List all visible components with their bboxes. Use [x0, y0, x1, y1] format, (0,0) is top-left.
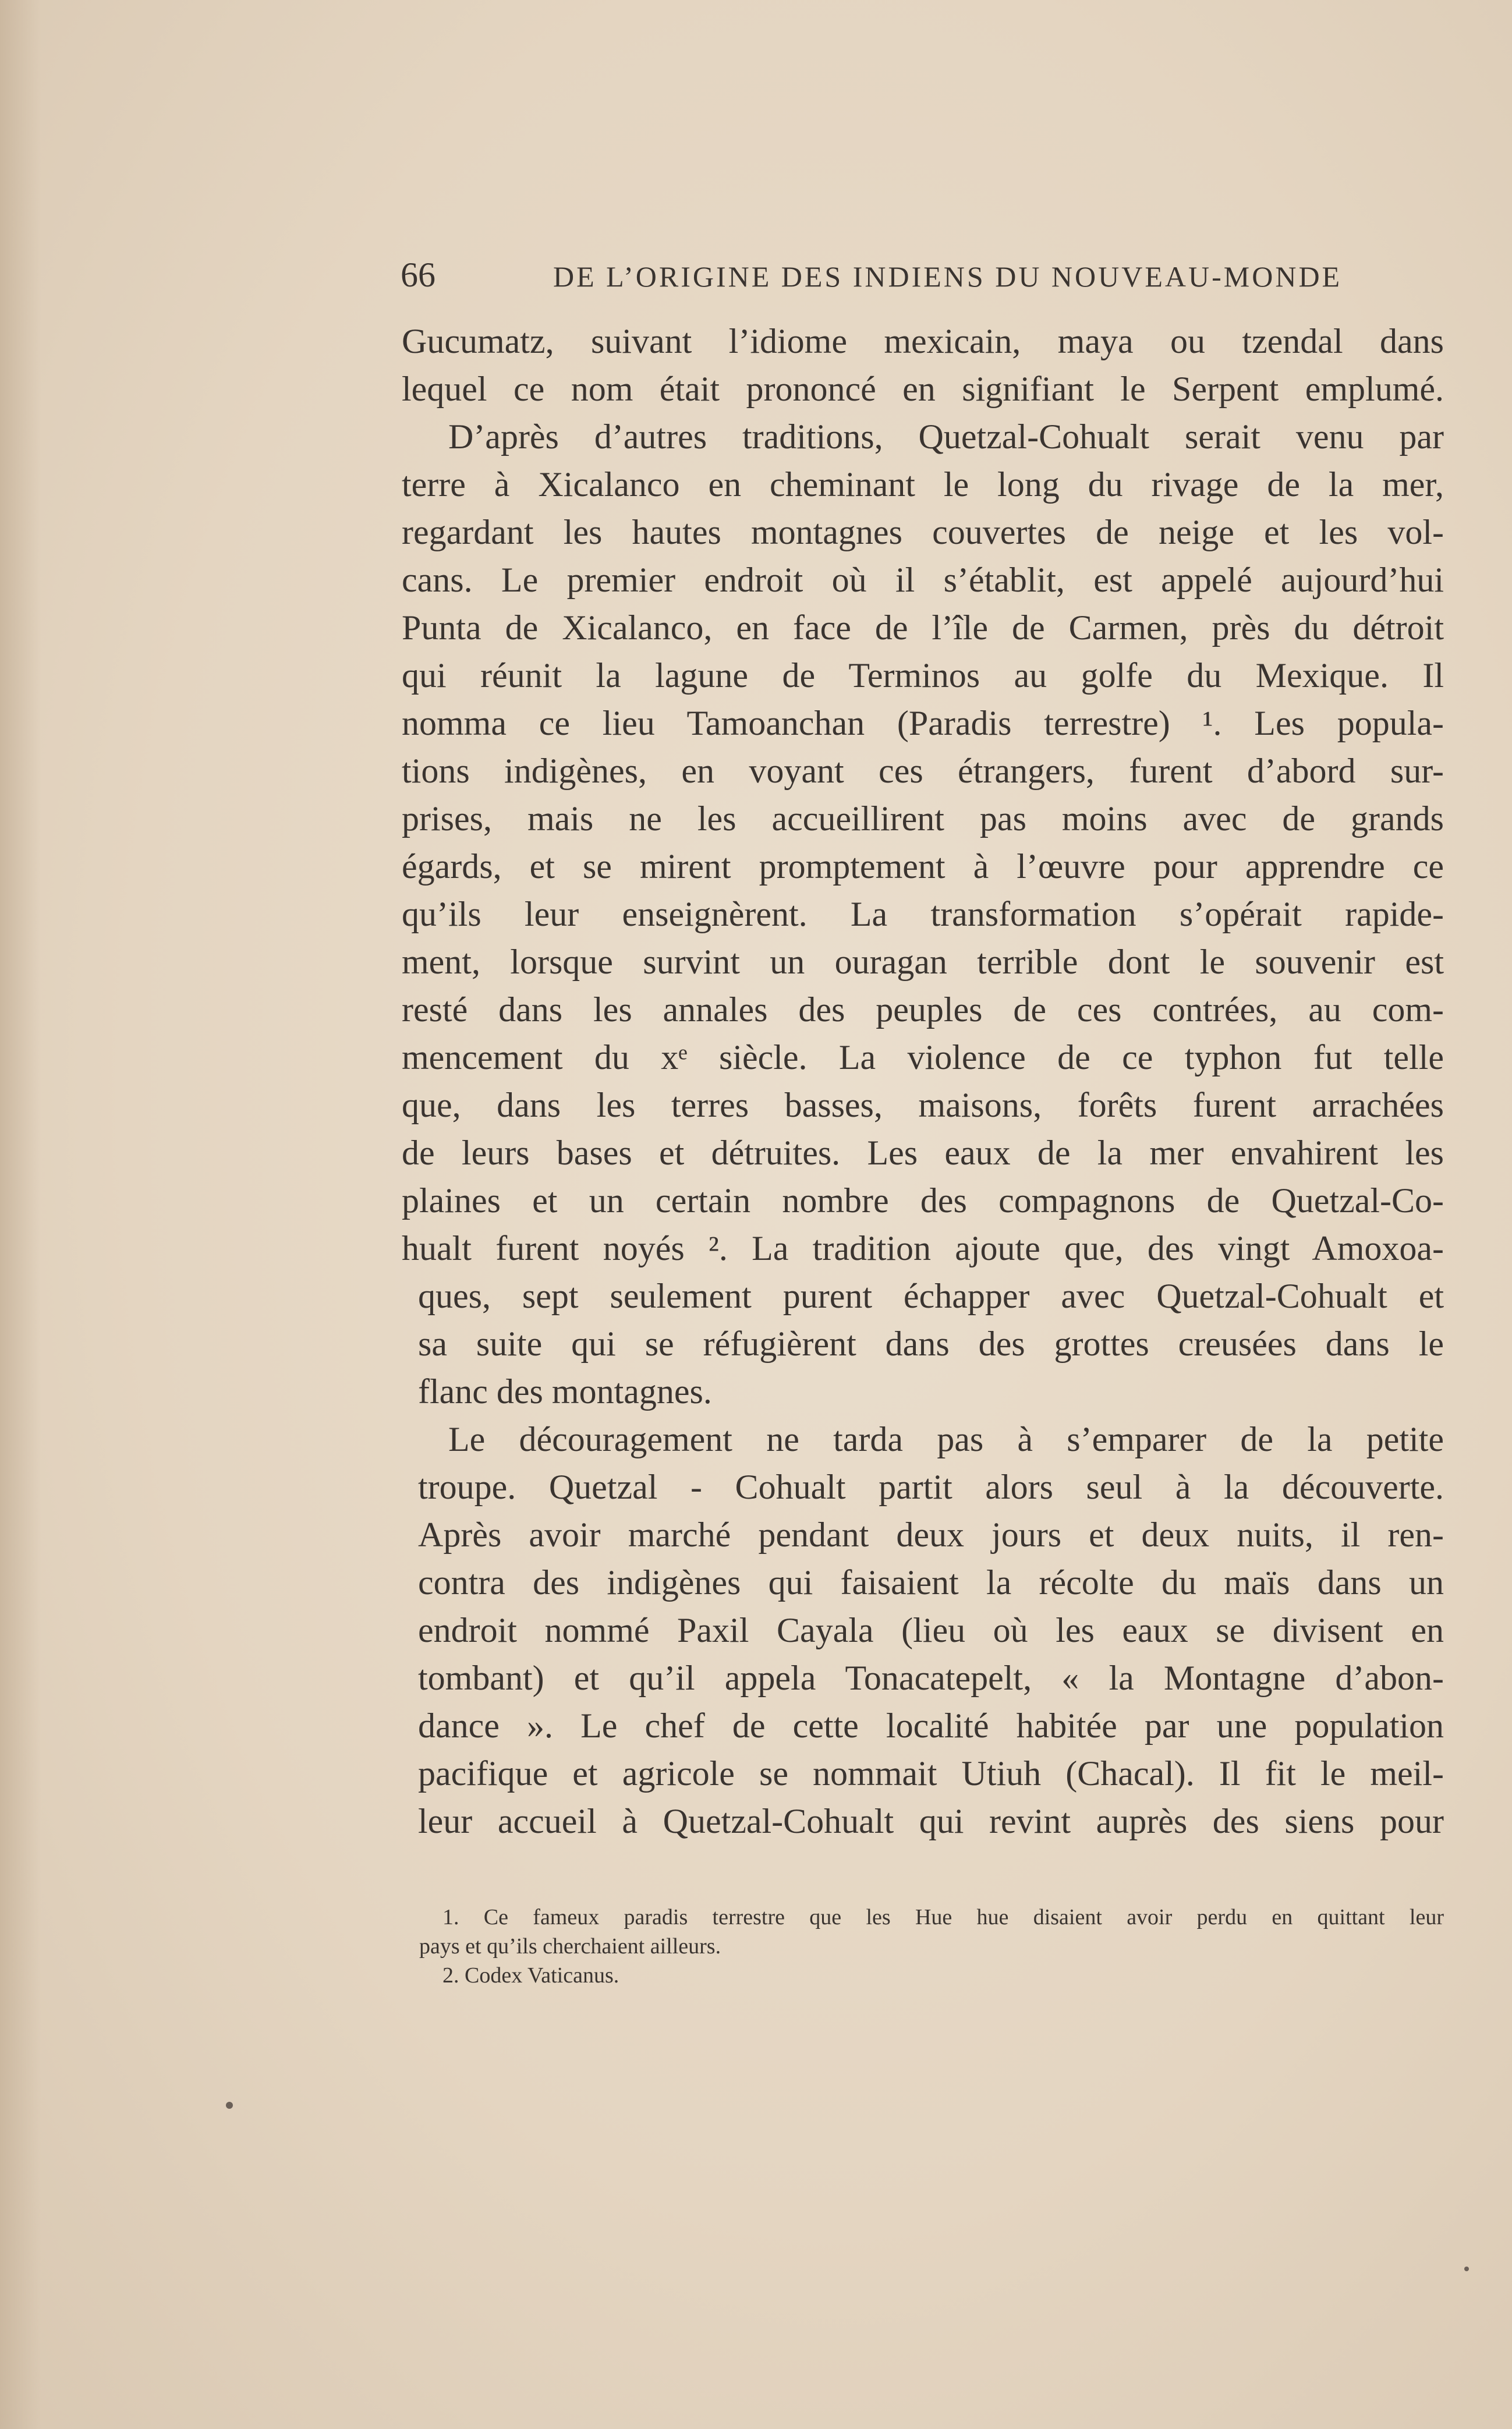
- text-line: troupe. Quetzal - Cohualt partit alors seul à la découverte.: [418, 1468, 1444, 1506]
- running-title: DE L’ORIGINE DES INDIENS DU NOUVEAU-MONDE: [553, 260, 1343, 293]
- body-text: [402, 317, 1444, 1845]
- text-line: tions indigènes, en voyant ces étrangers, furent d’abord sur-: [402, 752, 1444, 790]
- text-line: cans. Le premier endroit où il s’établit, est appelé aujourd’hui: [402, 561, 1444, 599]
- text-line: terre à Xicalanco en cheminant le long du rivage de la mer,: [402, 465, 1444, 504]
- text-line: de leurs bases et détruites. Les eaux de la mer envahirent les: [402, 1134, 1444, 1172]
- text-line: regardant les hautes montagnes couvertes de neige et les vol-: [402, 513, 1444, 551]
- text-line: Punta de Xicalanco, en face de l’île de Carmen, près du détroit: [402, 608, 1444, 647]
- paragraph-end-line: flanc des montagnes.: [418, 1372, 712, 1411]
- text-line: Gucumatz, suivant l’idiome mexicain, maya ou tzendal dans: [402, 322, 1444, 360]
- text-line: nomma ce lieu Tamoanchan (Paradis terrestre) ¹. Les popula-: [402, 704, 1444, 742]
- text-line: hualt furent noyés ². La tradition ajoute que, des vingt Amoxoa-: [402, 1229, 1444, 1267]
- text-line: prises, mais ne les accueillirent pas moins avec de grands: [402, 799, 1444, 838]
- ink-speck: [1464, 2267, 1469, 2271]
- running-header: [401, 255, 1449, 296]
- text-line: sa suite qui se réfugièrent dans des grottes creusées dans le: [418, 1325, 1444, 1363]
- footnote-2: 2. Codex Vaticanus.: [442, 1963, 619, 1988]
- text-line: que, dans les terres basses, maisons, forêts furent arrachées: [402, 1086, 1444, 1124]
- text-line: qui réunit la lagune de Terminos au golfe du Mexique. Il: [402, 656, 1444, 695]
- text-line: leur accueil à Quetzal-Cohualt qui revint auprès des siens pour: [418, 1802, 1444, 1840]
- footnote-1-continued: pays et qu’ils cherchaient ailleurs.: [419, 1934, 721, 1959]
- text-line: tombant) et qu’il appela Tonacatepelt, « la Montagne d’abon-: [418, 1659, 1444, 1697]
- text-line: Après avoir marché pendant deux jours et deux nuits, il ren-: [418, 1516, 1444, 1554]
- text-line: plaines et un certain nombre des compagnons de Quetzal-Co-: [402, 1181, 1444, 1220]
- text-line: resté dans les annales des peuples de ces contrées, au com-: [402, 990, 1444, 1029]
- text-line: lequel ce nom était prononcé en signifiant le Serpent emplumé.: [402, 370, 1444, 408]
- paragraph-start-line: Le découragement ne tarda pas à s’emparer de la petite: [448, 1420, 1444, 1458]
- paragraph-start-line: D’après d’autres traditions, Quetzal-Cohualt serait venu par: [448, 417, 1444, 456]
- footnote-1: 1. Ce fameux paradis terrestre que les Hue hue disaient avoir perdu en quittant leur: [442, 1905, 1444, 1929]
- text-line: pacifique et agricole se nommait Utiuh (Chacal). Il fit le meil-: [418, 1754, 1444, 1793]
- text-line: dance ». Le chef de cette localité habitée par une population: [418, 1706, 1444, 1745]
- text-line: contra des indigènes qui faisaient la récolte du maïs dans un: [418, 1563, 1444, 1602]
- text-line: égards, et se mirent promptement à l’œuvre pour apprendre ce: [402, 847, 1444, 886]
- page-number: 66: [401, 256, 435, 294]
- text-line: qu’ils leur enseignèrent. La transformation s’opérait rapide-: [402, 895, 1444, 933]
- text-line: ques, sept seulement purent échapper avec Quetzal-Cohualt et: [418, 1277, 1444, 1315]
- text-line: mencement du xᵉ siècle. La violence de ce typhon fut telle: [402, 1038, 1444, 1077]
- ink-speck: [226, 2102, 233, 2109]
- text-line: ment, lorsque survint un ouragan terrible dont le souvenir est: [402, 943, 1444, 981]
- text-line: endroit nommé Paxil Cayala (lieu où les eaux se divisent en: [418, 1611, 1444, 1649]
- footnotes: [419, 1903, 1444, 1990]
